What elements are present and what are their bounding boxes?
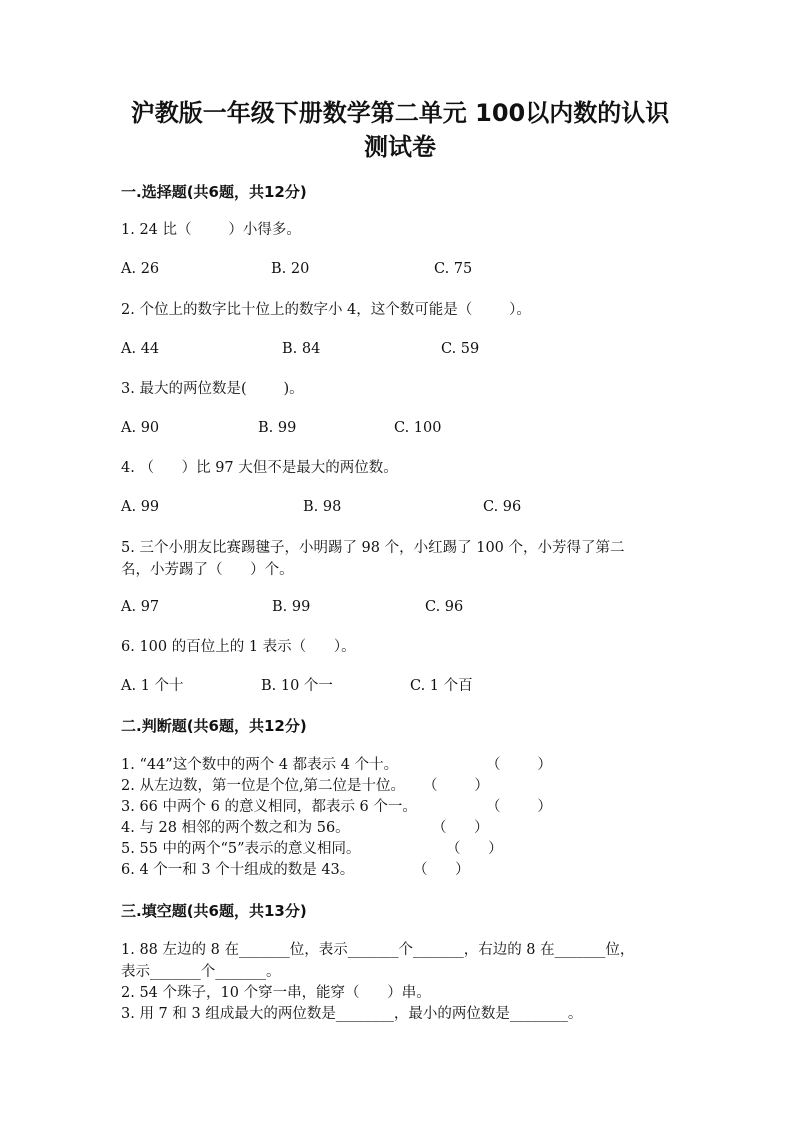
question-5-continued: 名，小芳踢了（ ）个。 xyxy=(121,562,294,578)
q5-option-a: A. 97 xyxy=(121,599,160,615)
q4-option-b: B. 98 xyxy=(303,499,342,515)
q1-option-b: B. 20 xyxy=(271,261,310,277)
q2-option-b: B. 84 xyxy=(282,341,321,357)
fill-question-1: 1. 88 左边的 8 在_______位，表示_______个_______，右边的 8 在_______位， xyxy=(121,942,635,958)
judgement-item: 6. 4 个一和 3 个十组成的数是 43。 xyxy=(121,862,355,878)
q6-option-a: A. 1 个十 xyxy=(121,678,184,694)
judgement-item: 3. 66 中两个 6 的意义相同，都表示 6 个一。 xyxy=(121,799,417,815)
question-1: 1. 24 比（ ）小得多。 xyxy=(121,222,301,238)
q6-option-b: B. 10 个一 xyxy=(261,678,333,694)
judgement-item: 5. 55 中的两个“5”表示的意义相同。 xyxy=(121,841,361,857)
answer-parentheses: （ ） xyxy=(446,841,503,857)
question-4: 4. （ ）比 97 大但不是最大的两位数。 xyxy=(121,460,398,476)
q3-option-b: B. 99 xyxy=(258,420,297,436)
answer-parentheses: （ ） xyxy=(486,799,552,815)
q4-option-c: C. 96 xyxy=(483,499,522,515)
q4-option-a: A. 99 xyxy=(121,499,160,515)
section-heading-choice: 一.选择题(共6题，共12分) xyxy=(121,183,307,201)
page-title: 沪教版一年级下册数学第二单元 100以内数的认识 xyxy=(130,99,670,127)
section-heading-fill-blank: 三.填空题(共6题，共13分) xyxy=(121,902,307,920)
q1-option-c: C. 75 xyxy=(434,261,473,277)
answer-parentheses: （ ） xyxy=(423,778,489,794)
judgement-item: 4. 与 28 相邻的两个数之和为 56。 xyxy=(121,820,350,836)
question-5: 5. 三个小朋友比赛踢毽子，小明踢了 98 个，小红踢了 100 个，小芳得了第二 xyxy=(121,540,625,556)
question-6: 6. 100 的百位上的 1 表示（ ）。 xyxy=(121,639,356,655)
q1-option-a: A. 26 xyxy=(121,261,160,277)
judgement-item: 2. 从左边数，第一位是个位,第二位是十位。 xyxy=(121,778,406,794)
answer-parentheses: （ ） xyxy=(486,757,552,773)
fill-question-1-continued: 表示_______个_______。 xyxy=(121,964,281,980)
judgement-item: 1. “44”这个数中的两个 4 都表示 4 个十。 xyxy=(121,757,399,773)
page-title-line2: 测试卷 xyxy=(364,133,436,161)
q3-option-c: C. 100 xyxy=(394,420,442,436)
q2-option-c: C. 59 xyxy=(441,341,480,357)
question-2: 2. 个位上的数字比十位上的数字小 4，这个数可能是（ ）。 xyxy=(121,302,531,318)
answer-parentheses: （ ） xyxy=(413,862,470,878)
section-heading-judgement: 二.判断题(共6题，共12分) xyxy=(121,717,307,735)
fill-question-2: 2. 54 个珠子，10 个穿一串，能穿（ ）串。 xyxy=(121,985,431,1001)
q3-option-a: A. 90 xyxy=(121,420,160,436)
fill-question-3: 3. 用 7 和 3 组成最大的两位数是________，最小的两位数是________。 xyxy=(121,1006,583,1022)
question-3: 3. 最大的两位数是( )。 xyxy=(121,381,304,397)
q5-option-c: C. 96 xyxy=(425,599,464,615)
answer-parentheses: （ ） xyxy=(432,820,489,836)
q2-option-a: A. 44 xyxy=(121,341,160,357)
q5-option-b: B. 99 xyxy=(272,599,311,615)
q6-option-c: C. 1 个百 xyxy=(410,678,473,694)
